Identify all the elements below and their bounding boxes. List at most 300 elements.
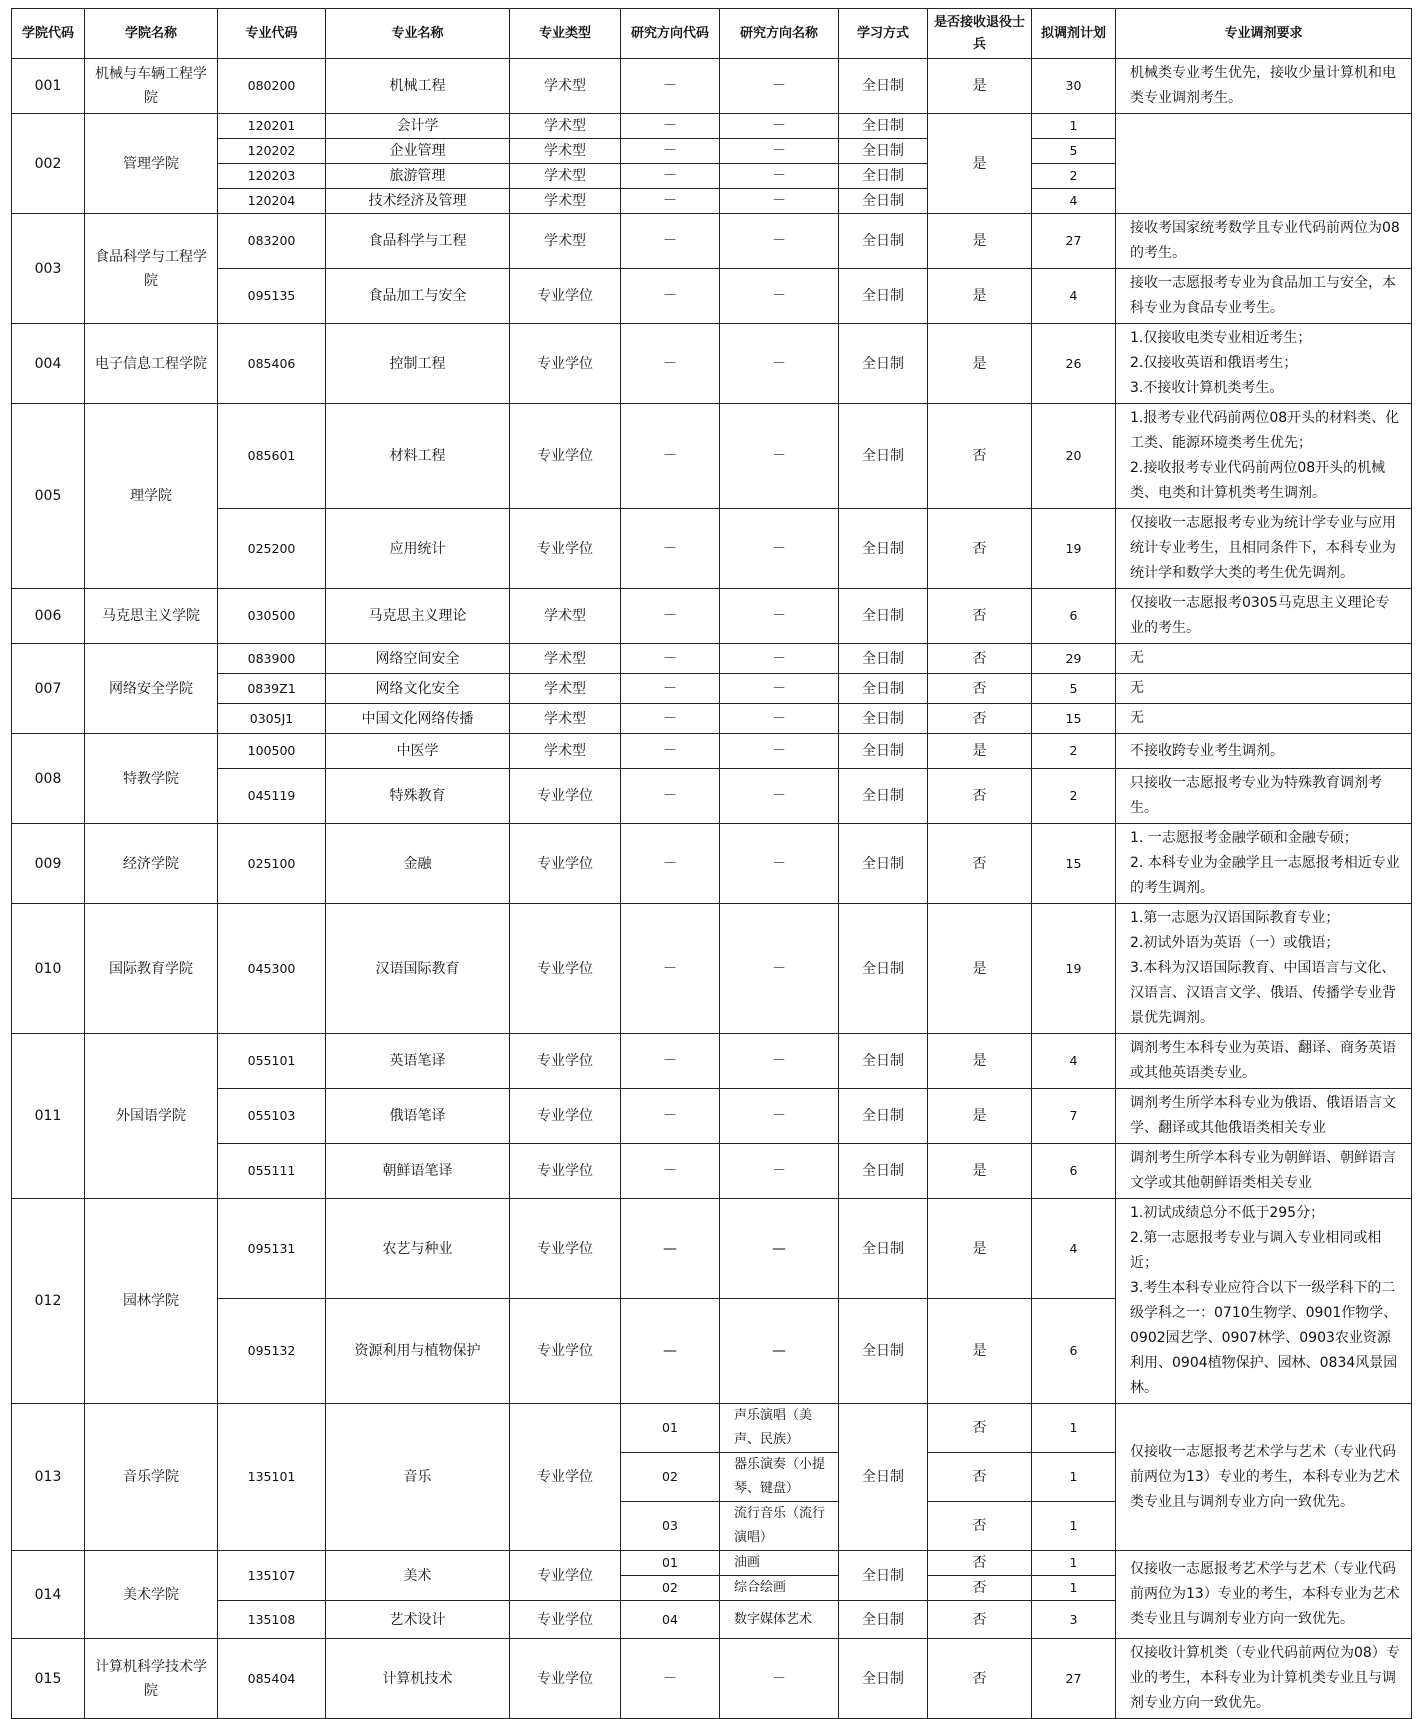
header-requirement: 专业调剂要求 — [1116, 9, 1412, 59]
veteran-status: 是 — [928, 1144, 1032, 1199]
college-code: 012 — [12, 1199, 85, 1404]
table-row — [12, 644, 1412, 674]
plan-count: 5 — [1032, 139, 1116, 164]
header-college-code: 学院代码 — [12, 9, 85, 59]
dir-code: － — [621, 589, 720, 644]
header-major-name: 专业名称 — [326, 9, 510, 59]
header-study-mode: 学习方式 — [839, 9, 928, 59]
requirement-text: 1.第一志愿为汉语国际教育专业； 2.初试外语为英语（一）或俄语； 3.本科为汉语国际教育、中国语言与文化、汉语言、汉语言文学、俄语、传播学专业背景优先调剂。 — [1116, 904, 1412, 1034]
dir-code: － — [621, 509, 720, 589]
dir-code: － — [621, 644, 720, 674]
college-code: 004 — [12, 324, 85, 404]
study-mode: 全日制 — [839, 1639, 928, 1719]
dir-name: 流行音乐（流行演唱） — [720, 1502, 839, 1551]
major-code: 080200 — [218, 59, 326, 114]
dir-name: 器乐演奏（小提琴、键盘） — [720, 1453, 839, 1502]
dir-code: － — [621, 1089, 720, 1144]
plan-count: 2 — [1032, 734, 1116, 769]
adjustment-table — [11, 8, 1412, 1719]
college-name: 马克思主义学院 — [85, 589, 218, 644]
study-mode: 全日制 — [839, 1299, 928, 1404]
requirement-text: 1.报考专业代码前两位08开头的材料类、化工类、能源环境类考生优先； 2.接收报考专业代码前两位08开头的机械类、电类和计算机类考生调剂。 — [1116, 404, 1412, 509]
plan-count: 7 — [1032, 1089, 1116, 1144]
major-type: 专业学位 — [510, 1551, 621, 1601]
table-row — [12, 769, 1412, 824]
college-name: 计算机科学技术学院 — [85, 1639, 218, 1719]
dir-code: － — [621, 404, 720, 509]
major-name: 应用统计 — [326, 509, 510, 589]
plan-count: 1 — [1032, 1502, 1116, 1551]
major-name: 农艺与种业 — [326, 1199, 510, 1299]
study-mode: 全日制 — [839, 189, 928, 214]
header-major-type: 专业类型 — [510, 9, 621, 59]
veteran-status: 是 — [928, 59, 1032, 114]
major-name: 控制工程 — [326, 324, 510, 404]
table-row — [12, 589, 1412, 644]
major-code: 095132 — [218, 1299, 326, 1404]
major-code: 045119 — [218, 769, 326, 824]
requirement-text: 无 — [1116, 674, 1412, 704]
requirement-text: 仅接收一志愿报考专业为统计学专业与应用统计专业考生，且相同条件下，本科专业为统计学和数学大类的考生优先调剂。 — [1116, 509, 1412, 589]
study-mode: 全日制 — [839, 644, 928, 674]
college-name: 外国语学院 — [85, 1034, 218, 1199]
requirement-text: 仅接收一志愿报考艺术学与艺术（专业代码前两位为13）专业的考生，本科专业为艺术类专业且与调剂专业方向一致优先。 — [1116, 1404, 1412, 1551]
study-mode: 全日制 — [839, 1034, 928, 1089]
plan-count: 4 — [1032, 1199, 1116, 1299]
dir-name: － — [720, 139, 839, 164]
dir-code: － — [621, 1034, 720, 1089]
dir-name: － — [720, 1089, 839, 1144]
study-mode: 全日制 — [839, 674, 928, 704]
plan-count: 6 — [1032, 1144, 1116, 1199]
major-name: 艺术设计 — [326, 1601, 510, 1639]
college-code: 003 — [12, 214, 85, 324]
college-name: 园林学院 — [85, 1199, 218, 1404]
major-code: 135108 — [218, 1601, 326, 1639]
major-code: 055101 — [218, 1034, 326, 1089]
college-name: 机械与车辆工程学院 — [85, 59, 218, 114]
major-code: 083900 — [218, 644, 326, 674]
dir-name: － — [720, 164, 839, 189]
dir-name: 声乐演唱（美声、民族） — [720, 1404, 839, 1453]
table-row — [12, 1551, 1412, 1576]
dir-name: － — [720, 324, 839, 404]
major-code: 055111 — [218, 1144, 326, 1199]
major-code: 095135 — [218, 269, 326, 324]
major-name: 中国文化网络传播 — [326, 704, 510, 734]
college-name: 网络安全学院 — [85, 644, 218, 734]
plan-count: 4 — [1032, 269, 1116, 324]
college-name: 国际教育学院 — [85, 904, 218, 1034]
study-mode: 全日制 — [839, 734, 928, 769]
requirement-text — [1116, 114, 1412, 214]
college-name: 食品科学与工程学院 — [85, 214, 218, 324]
dir-code: － — [621, 269, 720, 324]
veteran-status: 否 — [928, 509, 1032, 589]
college-code: 015 — [12, 1639, 85, 1719]
plan-count: 6 — [1032, 589, 1116, 644]
major-type: 专业学位 — [510, 904, 621, 1034]
college-name: 电子信息工程学院 — [85, 324, 218, 404]
requirement-text: 无 — [1116, 644, 1412, 674]
major-type: 专业学位 — [510, 1144, 621, 1199]
major-name: 计算机技术 — [326, 1639, 510, 1719]
study-mode: 全日制 — [839, 1404, 928, 1551]
dir-name: － — [720, 269, 839, 324]
table-row — [12, 404, 1412, 509]
veteran-status: 否 — [928, 589, 1032, 644]
college-code: 001 — [12, 59, 85, 114]
veteran-status: 是 — [928, 904, 1032, 1034]
table-row — [12, 704, 1412, 734]
plan-count: 1 — [1032, 1576, 1116, 1601]
major-type: 学术型 — [510, 734, 621, 769]
veteran-status: 否 — [928, 1576, 1032, 1601]
major-name: 马克思主义理论 — [326, 589, 510, 644]
table-row — [12, 1404, 1412, 1453]
major-type: 学术型 — [510, 589, 621, 644]
dir-code: 03 — [621, 1502, 720, 1551]
major-name: 食品科学与工程 — [326, 214, 510, 269]
major-name: 朝鲜语笔译 — [326, 1144, 510, 1199]
requirement-text: 机械类专业考生优先，接收少量计算机和电类专业调剂考生。 — [1116, 59, 1412, 114]
major-name: 英语笔译 — [326, 1034, 510, 1089]
header-college-name: 学院名称 — [85, 9, 218, 59]
dir-name: － — [720, 1144, 839, 1199]
major-name: 汉语国际教育 — [326, 904, 510, 1034]
major-type: 学术型 — [510, 644, 621, 674]
major-type: 学术型 — [510, 189, 621, 214]
dir-code: － — [621, 1144, 720, 1199]
plan-count: 19 — [1032, 509, 1116, 589]
dir-name: － — [720, 1034, 839, 1089]
dir-code: － — [621, 114, 720, 139]
table-row — [12, 59, 1412, 114]
dir-code: － — [621, 1639, 720, 1719]
veteran-status: 是 — [928, 734, 1032, 769]
major-code: 0839Z1 — [218, 674, 326, 704]
major-code: 045300 — [218, 904, 326, 1034]
college-code: 006 — [12, 589, 85, 644]
dir-name: － — [720, 59, 839, 114]
plan-count: 6 — [1032, 1299, 1116, 1404]
major-code: 120204 — [218, 189, 326, 214]
study-mode: 全日制 — [839, 114, 928, 139]
major-name: 企业管理 — [326, 139, 510, 164]
major-code: 025200 — [218, 509, 326, 589]
table-row — [12, 114, 1412, 139]
table-row — [12, 509, 1412, 589]
requirement-text: 1.初试成绩总分不低于295分； 2.第一志愿报考专业与调入专业相同或相近； 3.考生本科专业应符合以下一级学科下的二级学科之一：0710生物学、0901作物学、0902园艺学、0907林学、0903农业资源利用、0904植物保护、园林、0834风景园林。 — [1116, 1199, 1412, 1404]
plan-count: 1 — [1032, 114, 1116, 139]
veteran-status: 否 — [928, 404, 1032, 509]
college-code: 011 — [12, 1034, 85, 1199]
table-row — [12, 734, 1412, 769]
dir-code: 02 — [621, 1576, 720, 1601]
major-code: 055103 — [218, 1089, 326, 1144]
college-code: 002 — [12, 114, 85, 214]
major-code: 120202 — [218, 139, 326, 164]
major-code: 135101 — [218, 1404, 326, 1551]
dir-name: － — [720, 824, 839, 904]
dir-name: － — [720, 189, 839, 214]
veteran-status: 否 — [928, 674, 1032, 704]
major-name: 金融 — [326, 824, 510, 904]
study-mode: 全日制 — [839, 704, 928, 734]
header-dir-name: 研究方向名称 — [720, 9, 839, 59]
dir-name: — — [720, 1199, 839, 1299]
major-code: 030500 — [218, 589, 326, 644]
dir-name: － — [720, 904, 839, 1034]
veteran-status: 是 — [928, 114, 1032, 214]
dir-name: － — [720, 404, 839, 509]
requirement-text: 仅接收一志愿报考0305马克思主义理论专业的考生。 — [1116, 589, 1412, 644]
veteran-status: 否 — [928, 704, 1032, 734]
header-dir-code: 研究方向代码 — [621, 9, 720, 59]
dir-code: － — [621, 734, 720, 769]
veteran-status: 否 — [928, 769, 1032, 824]
major-name: 网络文化安全 — [326, 674, 510, 704]
college-code: 005 — [12, 404, 85, 589]
header-major-code: 专业代码 — [218, 9, 326, 59]
college-code: 007 — [12, 644, 85, 734]
veteran-status: 是 — [928, 1034, 1032, 1089]
major-type: 学术型 — [510, 674, 621, 704]
veteran-status: 是 — [928, 269, 1032, 324]
dir-code: － — [621, 214, 720, 269]
veteran-status: 是 — [928, 324, 1032, 404]
study-mode: 全日制 — [839, 1144, 928, 1199]
plan-count: 27 — [1032, 1639, 1116, 1719]
dir-name: 综合绘画 — [720, 1576, 839, 1601]
college-name: 特教学院 — [85, 734, 218, 824]
study-mode: 全日制 — [839, 1551, 928, 1601]
study-mode: 全日制 — [839, 139, 928, 164]
major-type: 学术型 — [510, 704, 621, 734]
veteran-status: 是 — [928, 1199, 1032, 1299]
study-mode: 全日制 — [839, 59, 928, 114]
veteran-status: 否 — [928, 644, 1032, 674]
college-code: 014 — [12, 1551, 85, 1639]
dir-code: － — [621, 324, 720, 404]
college-name: 理学院 — [85, 404, 218, 589]
veteran-status: 否 — [928, 1404, 1032, 1453]
college-name: 管理学院 — [85, 114, 218, 214]
dir-name: 油画 — [720, 1551, 839, 1576]
major-code: 095131 — [218, 1199, 326, 1299]
dir-code: － — [621, 769, 720, 824]
dir-code: 02 — [621, 1453, 720, 1502]
table-row — [12, 674, 1412, 704]
veteran-status: 否 — [928, 1502, 1032, 1551]
requirement-text: 不接收跨专业考生调剂。 — [1116, 734, 1412, 769]
veteran-status: 是 — [928, 1299, 1032, 1404]
study-mode: 全日制 — [839, 1601, 928, 1639]
dir-name: － — [720, 1639, 839, 1719]
major-name: 美术 — [326, 1551, 510, 1601]
dir-name: － — [720, 214, 839, 269]
header-veteran: 是否接收退役士兵 — [928, 9, 1032, 59]
dir-code: － — [621, 139, 720, 164]
plan-count: 4 — [1032, 189, 1116, 214]
dir-code: 01 — [621, 1551, 720, 1576]
plan-count: 1 — [1032, 1453, 1116, 1502]
major-type: 专业学位 — [510, 1199, 621, 1299]
plan-count: 29 — [1032, 644, 1116, 674]
major-code: 0305J1 — [218, 704, 326, 734]
requirement-text: 仅接收计算机类（专业代码前两位为08）专业的考生，本科专业为计算机类专业且与调剂专业方向一致优先。 — [1116, 1639, 1412, 1719]
requirement-text: 无 — [1116, 704, 1412, 734]
major-name: 资源利用与植物保护 — [326, 1299, 510, 1404]
dir-name: － — [720, 769, 839, 824]
dir-code: － — [621, 824, 720, 904]
dir-name: － — [720, 114, 839, 139]
requirement-text: 接收一志愿报考专业为食品加工与安全，本科专业为食品专业考生。 — [1116, 269, 1412, 324]
requirement-text: 调剂考生所学本科专业为朝鲜语、朝鲜语言文学或其他朝鲜语类相关专业 — [1116, 1144, 1412, 1199]
veteran-status: 是 — [928, 214, 1032, 269]
major-code: 100500 — [218, 734, 326, 769]
dir-code: － — [621, 59, 720, 114]
dir-code: － — [621, 904, 720, 1034]
college-code: 008 — [12, 734, 85, 824]
dir-code: － — [621, 164, 720, 189]
dir-name: － — [720, 734, 839, 769]
major-type: 专业学位 — [510, 1601, 621, 1639]
college-code: 009 — [12, 824, 85, 904]
dir-code: 04 — [621, 1601, 720, 1639]
major-code: 085404 — [218, 1639, 326, 1719]
major-code: 025100 — [218, 824, 326, 904]
veteran-status: 否 — [928, 824, 1032, 904]
veteran-status: 否 — [928, 1639, 1032, 1719]
study-mode: 全日制 — [839, 1199, 928, 1299]
plan-count: 30 — [1032, 59, 1116, 114]
major-code: 120201 — [218, 114, 326, 139]
table-row — [12, 324, 1412, 404]
major-type: 专业学位 — [510, 1089, 621, 1144]
dir-code: － — [621, 674, 720, 704]
major-type: 学术型 — [510, 114, 621, 139]
plan-count: 3 — [1032, 1601, 1116, 1639]
table-row — [12, 824, 1412, 904]
requirement-text: 调剂考生所学本科专业为俄语、俄语语言文学、翻译或其他俄语类相关专业 — [1116, 1089, 1412, 1144]
major-type: 学术型 — [510, 214, 621, 269]
requirement-text: 接收考国家统考数学且专业代码前两位为08的考生。 — [1116, 214, 1412, 269]
major-type: 学术型 — [510, 164, 621, 189]
study-mode: 全日制 — [839, 589, 928, 644]
college-code: 010 — [12, 904, 85, 1034]
study-mode: 全日制 — [839, 824, 928, 904]
study-mode: 全日制 — [839, 214, 928, 269]
college-name: 美术学院 — [85, 1551, 218, 1639]
requirement-text: 仅接收一志愿报考艺术学与艺术（专业代码前两位为13）专业的考生，本科专业为艺术类专业且与调剂专业方向一致优先。 — [1116, 1551, 1412, 1639]
major-name: 会计学 — [326, 114, 510, 139]
header-plan: 拟调剂计划 — [1032, 9, 1116, 59]
major-type: 专业学位 — [510, 269, 621, 324]
study-mode: 全日制 — [839, 769, 928, 824]
requirement-text: 调剂考生本科专业为英语、翻译、商务英语或其他英语类专业。 — [1116, 1034, 1412, 1089]
study-mode: 全日制 — [839, 404, 928, 509]
study-mode: 全日制 — [839, 1089, 928, 1144]
dir-code: — — [621, 1299, 720, 1404]
major-type: 专业学位 — [510, 1299, 621, 1404]
major-type: 专业学位 — [510, 324, 621, 404]
dir-code: 01 — [621, 1404, 720, 1453]
header-row — [12, 9, 1412, 59]
study-mode: 全日制 — [839, 164, 928, 189]
table-row — [12, 1144, 1412, 1199]
college-name: 经济学院 — [85, 824, 218, 904]
dir-name: — — [720, 1299, 839, 1404]
dir-code: － — [621, 189, 720, 214]
plan-count: 15 — [1032, 704, 1116, 734]
major-type: 专业学位 — [510, 1034, 621, 1089]
plan-count: 5 — [1032, 674, 1116, 704]
major-name: 音乐 — [326, 1404, 510, 1551]
veteran-status: 否 — [928, 1551, 1032, 1576]
veteran-status: 否 — [928, 1601, 1032, 1639]
table-row — [12, 1089, 1412, 1144]
major-code: 135107 — [218, 1551, 326, 1601]
plan-count: 4 — [1032, 1034, 1116, 1089]
major-name: 材料工程 — [326, 404, 510, 509]
major-type: 学术型 — [510, 59, 621, 114]
table-body — [12, 59, 1412, 1719]
major-name: 机械工程 — [326, 59, 510, 114]
major-name: 特殊教育 — [326, 769, 510, 824]
major-code: 085406 — [218, 324, 326, 404]
major-code: 085601 — [218, 404, 326, 509]
college-code: 013 — [12, 1404, 85, 1551]
major-type: 学术型 — [510, 139, 621, 164]
dir-code: － — [621, 704, 720, 734]
study-mode: 全日制 — [839, 324, 928, 404]
major-type: 专业学位 — [510, 824, 621, 904]
major-type: 专业学位 — [510, 509, 621, 589]
study-mode: 全日制 — [839, 904, 928, 1034]
table-row — [12, 1199, 1412, 1299]
plan-count: 20 — [1032, 404, 1116, 509]
major-type: 专业学位 — [510, 1639, 621, 1719]
plan-count: 15 — [1032, 824, 1116, 904]
plan-count: 2 — [1032, 164, 1116, 189]
major-code: 083200 — [218, 214, 326, 269]
major-code: 120203 — [218, 164, 326, 189]
requirement-text: 1. 一志愿报考金融学硕和金融专硕； 2. 本科专业为金融学且一志愿报考相近专业的考生调剂。 — [1116, 824, 1412, 904]
dir-name: － — [720, 589, 839, 644]
dir-name: － — [720, 674, 839, 704]
major-name: 俄语笔译 — [326, 1089, 510, 1144]
veteran-status: 否 — [928, 1453, 1032, 1502]
veteran-status: 是 — [928, 1089, 1032, 1144]
study-mode: 全日制 — [839, 509, 928, 589]
plan-count: 2 — [1032, 769, 1116, 824]
plan-count: 1 — [1032, 1404, 1116, 1453]
major-name: 中医学 — [326, 734, 510, 769]
dir-name: － — [720, 704, 839, 734]
table-row — [12, 214, 1412, 269]
major-type: 专业学位 — [510, 769, 621, 824]
requirement-text: 只接收一志愿报考专业为特殊教育调剂考生。 — [1116, 769, 1412, 824]
study-mode: 全日制 — [839, 269, 928, 324]
major-name: 技术经济及管理 — [326, 189, 510, 214]
major-type: 专业学位 — [510, 404, 621, 509]
plan-count: 19 — [1032, 904, 1116, 1034]
major-type: 专业学位 — [510, 1404, 621, 1551]
major-name: 旅游管理 — [326, 164, 510, 189]
dir-name: 数字媒体艺术 — [720, 1601, 839, 1639]
plan-count: 27 — [1032, 214, 1116, 269]
